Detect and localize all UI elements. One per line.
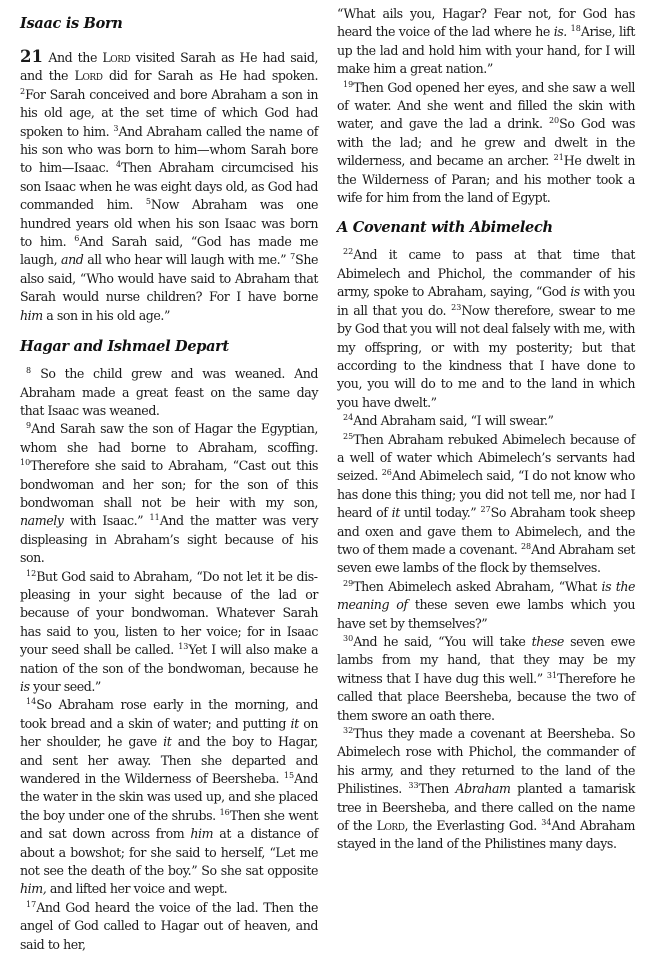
divine-name: Lord <box>102 50 131 65</box>
section-heading-isaac-born: Isaac is Born <box>20 15 123 32</box>
verse-number: 16 <box>219 807 230 817</box>
verse-number: 9 <box>26 421 32 431</box>
verse-number: 30 <box>343 633 354 643</box>
divine-name: Lord <box>74 68 103 84</box>
verse-number: 21 <box>553 153 564 163</box>
paragraph-verse-24: $^{24}$And Abraham said, “I will swear.” <box>343 412 554 429</box>
verse-number: 10 <box>20 457 31 467</box>
verse-number: 6 <box>74 233 80 243</box>
paragraph-verse-17-cont: “What ails you, Hagar? Fear not, for God has heard the voice of the lad where he is. $^{18}$Arise, lift up the lad and hold him with your hand, for I will make him a great nation.” <box>337 6 635 77</box>
right-column <box>337 5 635 854</box>
verse-number: 25 <box>343 431 354 441</box>
verse-number: 17 <box>26 899 37 909</box>
paragraph-verse-25: $^{25}$Then Abraham rebuked Abimelech because of a well of water which Abimelech’s servants had seized. $^{26}$And Abimelech said, “I do not know who has done this thing; you did not tell me, nor had I heard of it until today.” $^{27}$So Abraham took sheep and oxen and gave them to Abimelech, and the two of them made a covenant. $^{28}$And Abraham set seven ewe lambs of the flock by themselves. <box>337 431 635 576</box>
verse-number: 7 <box>290 252 296 262</box>
verse-number: 3 <box>113 123 119 133</box>
verse-number: 22 <box>343 247 354 257</box>
verse-number: 4 <box>116 160 122 170</box>
verse-number: 12 <box>26 568 37 578</box>
section-heading-hagar-ishmael: Hagar and Ishmael Depart <box>20 338 229 356</box>
verse-number: 13 <box>178 642 189 651</box>
paragraph-verse-9: $^9$And Sarah saw the son of Hagar the Egyptian, whom she had borne to Abraham, scoffing. $^{10}$Therefore she said to Abraham, “Cast out this bondwoman and her son; for the son of this bondwoman shall not be heir with my son, namely with Isaac.” $^{11}$And the matter was very displeasing in Abraham’s sight because of his son. <box>20 421 318 566</box>
verse-number: 20 <box>548 116 560 126</box>
verse-number: 26 <box>381 468 392 478</box>
verse-number: 23 <box>451 302 462 312</box>
divine-name: Lord, <box>376 818 409 834</box>
paragraph-verse-19: $^{19}$Then God opened her eyes, and she saw a well of water. And she went and filled the skin with water, and gave the lad a drink. $^{20}$So God was with the lad; and he grew and dwelt in the wilderness, and became an archer. $^{21}$He dwelt in the Wilderness of Paran; and his mother took a wife for him from the land of Egypt. <box>337 79 636 206</box>
left-column <box>20 14 318 954</box>
verse-number: 2 <box>20 86 26 96</box>
paragraph-verse-30: $^{30}$And he said, “You will take these seven ewe lambs from my hand, that they may be my witness that I have dug this well.” $^{31}$Therefore he called that place Beersheba, because the two of them swore an oath there. <box>337 633 635 723</box>
verse-number: 31 <box>546 670 558 680</box>
verse-number: 28 <box>520 541 532 551</box>
verse-number: 5 <box>145 197 151 207</box>
verse-number: 33 <box>408 781 419 791</box>
paragraph-verse-14: $^{14}$So Abraham rose early in the morning, and took bread and a skin of water; and putting it on her shoulder, he gave it and the boy to Hagar, and sent her away. Then she departed and wandered in the Wilderness of Beersheba. $^{15}$And the water in the skin was used up, and she placed the boy under one of the shrubs. $^{16}$Then she went and sat down across from him at a distance of about a bowshot; for she said to herself, “Let me not see the death of the boy.” So she sat opposite him, and lifted her voice and wept. <box>20 697 319 897</box>
verse-number: 34 <box>541 817 552 827</box>
paragraph-verse-29: $^{29}$Then Abimelech asked Abraham, “What is the meaning of these seven ewe lambs which you have set by themselves?” <box>337 578 636 631</box>
section-heading-covenant-abimelech: A Covenant with Abimelech <box>337 219 553 237</box>
paragraph-verse-12: $^{12}$But God said to Abraham, “Do not let it be displeasing in your sight because of the lad or because of your bondwoman. Whatever Sarah has said to you, listen to her voice; for in Isaac your seed shall be called. $^{13}$Yet I will also make a nation of the son of the bondwoman, because he is your seed.” <box>20 568 319 694</box>
verse-number: 32 <box>343 725 354 735</box>
paragraph-verse-32: $^{32}$Thus they made a covenant at Beersheba. So Abimelech rose with Phichol, the commander of his army, and they returned to the land of the Philistines. $^{33}$Then Abraham planted a tamarisk tree in Beersheba, and there called on the name of the Lord, the Everlasting God. $^{34}$And Abraham stayed in the land of the Philistines many days. <box>337 725 635 852</box>
verse-number: 24 <box>343 412 354 422</box>
verse-number: 29 <box>343 578 354 588</box>
verse-number: 27 <box>480 504 491 514</box>
verse-number: 15 <box>283 770 295 780</box>
verse-number: 14 <box>26 697 37 707</box>
paragraph-verse-17: $^{17}$And God heard the voice of the lad. Then the angel of God called to Hagar out of heaven, and said to her, <box>20 899 318 952</box>
paragraph-verse-22: $^{22}$And it came to pass at that time that Abimelech and Phichol, the commander of his army, spoke to Abraham, saying, “God is with you in all that you do. $^{23}$Now therefore, swear to me by God that you will not deal falsely with me, with my offspring, or with my posterity; but that according to the kindness that I have done to you, you will do to me and to the land in which you have dwelt.” <box>337 247 636 410</box>
verse-number: 8 <box>26 365 32 375</box>
verse-number: 11 <box>149 513 160 523</box>
verse-number: 18 <box>570 24 581 34</box>
paragraph-verse-8: $^8$ So the child grew and was weaned. And Abraham made a great feast on the same day that Isaac was weaned. <box>20 365 319 418</box>
paragraph-genesis-21-1: 21 And the Lord visited Sarah as He had said, and the Lord did for Sarah as He had spoken. $^2$For Sarah conceived and bore Abraham a son in his old age, at the set time of which God had spoken to him. $^3$And Abraham called the name of his son who was born to him—whom Sarah bore to him—Isaac. $^4$Then Abraham circumcised his son Isaac when he was eight days old, as God had commanded him. $^5$Now Abraham was one hundred years old when his son Isaac was born to him. $^6$And Sarah said, “God has made me laugh, and all who hear will laugh with me.” $^7$She also said, “Who would have said to Abraham that Sarah would nurse children? For I have borne him a son in his old age.” <box>20 47 319 323</box>
chapter-number: 21 <box>20 47 43 66</box>
verse-number: 19 <box>343 79 354 89</box>
